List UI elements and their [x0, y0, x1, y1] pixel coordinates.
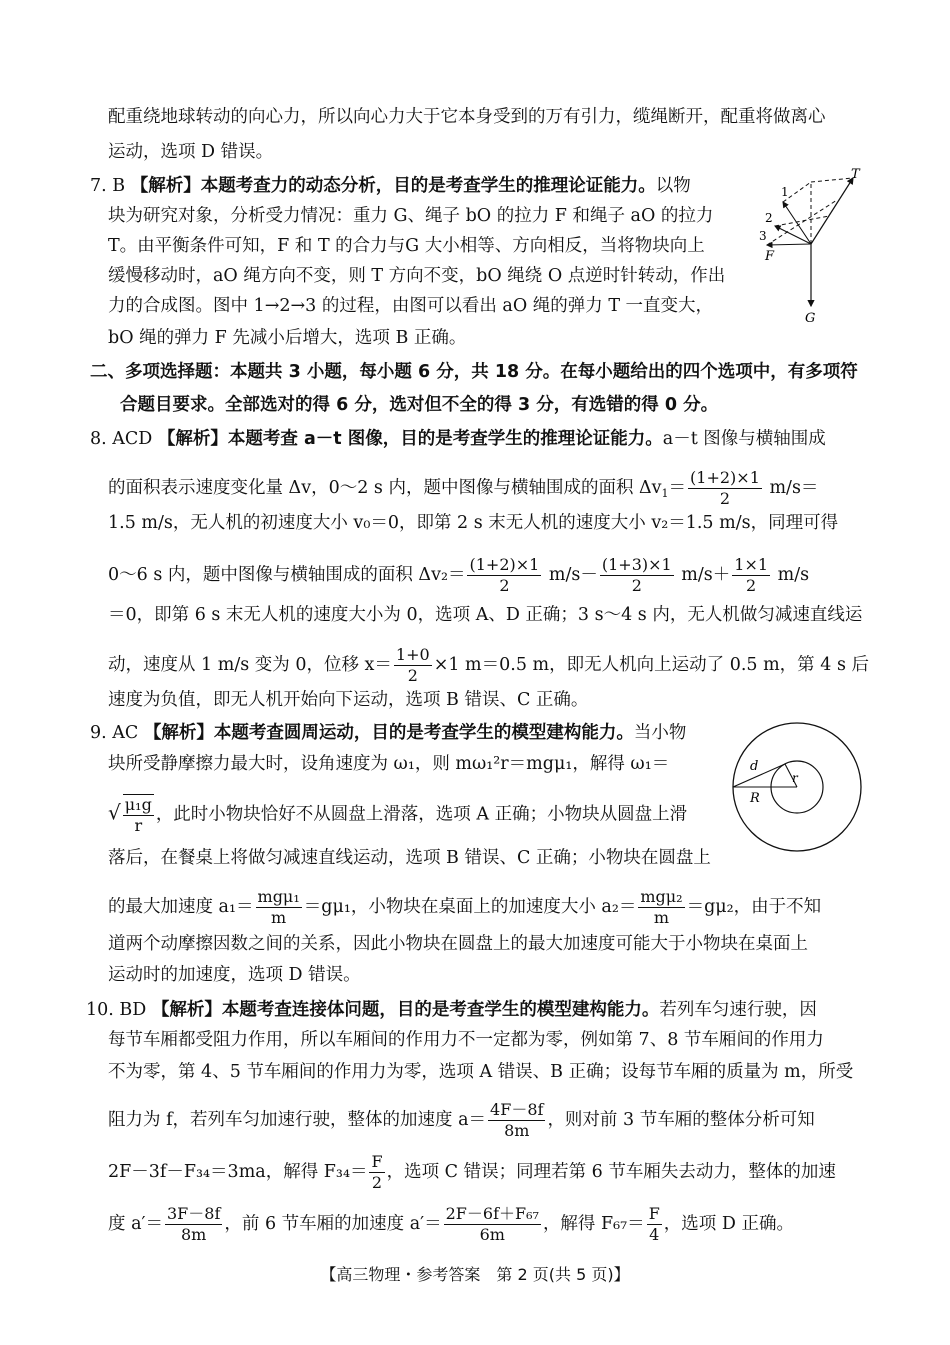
q9-line2: 块所受静摩擦力最大时，设角速度为 ω₁，则 mω₁²r＝mgμ₁，解得 ω₁＝	[108, 754, 670, 774]
label-R: R	[750, 791, 760, 806]
label-2: 2	[765, 211, 773, 225]
fraction: $\frac{(1+2)\times 1}{2}$	[469, 555, 540, 595]
fraction: $\frac{F}{2}$	[371, 1152, 383, 1192]
fraction: $\frac{1+0}{2}$	[395, 645, 430, 685]
q7-line2: 块为研究对象，分析受力情况：重力 G、绳子 bO 的拉力 F 和绳子 aO 的拉力	[108, 206, 714, 226]
q9-line3: √ $\frac{\text{μ₁g}}{r}$ ，此时小物块恰好不从圆盘上滑落，选项 A 正确；小物块从圆盘上滑	[108, 795, 688, 835]
force-F3-vector	[767, 244, 811, 245]
q10-line2: 每节车厢都受阻力作用，所以车厢间的作用力不一定都为零，例如第 7、8 节车厢间的作用力	[108, 1030, 824, 1050]
q10-number: 10. BD	[86, 1000, 147, 1020]
q7-line1	[90, 174, 691, 198]
page-footer: 【高三物理・参考答案 第 2 页(共 5 页)】	[320, 1265, 630, 1284]
q9-tag: 【解析】本题考查圆周运动，目的是考查学生的模型建构能力。	[143, 723, 634, 743]
label-3: 3	[759, 229, 767, 243]
fraction: $\frac{\text{mgμ₁}}{m}$	[257, 887, 300, 927]
q10-line3: 不为零，第 4、5 节车厢间的作用力为零，选项 A 错误、B 正确；设每节车厢的质量为 m，所受	[108, 1062, 854, 1082]
q10-line1-tail: 若列车匀速行驶，因	[659, 1000, 817, 1020]
force-T-vector	[811, 178, 853, 244]
q8-tag: 【解析】本题考查 a－t 图像，目的是考查学生的推理论证能力。	[157, 429, 663, 449]
q7-line6: bO 绳的弹力 F 先减小后增大，选项 B 正确。	[108, 328, 467, 348]
fraction: $\frac{F}{4}$	[648, 1204, 660, 1244]
label-r: r	[792, 771, 798, 785]
fraction: $\frac{\text{2F－6f＋F₆₇}}{6m}$	[445, 1204, 539, 1244]
q8-line7: 速度为负值，即无人机开始向下运动，选项 B 错误、C 正确。	[108, 690, 589, 710]
q9-line1	[90, 721, 686, 745]
fraction: $\frac{(1+2)\times 1}{2}$	[690, 468, 760, 508]
q8-line3: 1.5 m/s，无人机的初速度大小 v₀＝0，即第 2 s 末无人机的速度大小 v₂＝1.5 m/s，同理可得	[108, 513, 839, 533]
q9-line7: 运动时的加速度，选项 D 错误。	[108, 965, 361, 985]
force-F1-vector	[783, 202, 811, 244]
label-d: d	[750, 759, 759, 774]
fraction: $\frac{4F-8f}{8m}$	[490, 1100, 544, 1140]
fraction: $\frac{3F-8f}{8m}$	[166, 1204, 221, 1244]
label-T: T	[851, 167, 860, 182]
sqrt-fraction: $\frac{\text{μ₁g}}{r}$	[124, 795, 152, 835]
q9-number: 9. AC	[90, 723, 139, 743]
q8-line6: 动，速度从 1 m/s 变为 0，位移 x＝ $\frac{1+0}{2}$ ×1 m＝0.5 m，即无人机向上运动了 0.5 m，第 4 s 后	[108, 645, 869, 685]
fraction: $\frac{\text{mgμ₂}}{m}$	[640, 887, 683, 927]
q7-force-diagram	[745, 166, 870, 326]
q10-tag: 【解析】本题考查连接体问题，目的是考查学生的模型建构能力。	[151, 1000, 660, 1020]
q10-line1	[86, 998, 817, 1022]
q6-cont-line1: 配重绕地球转动的向心力，所以向心力大于它本身受到的万有引力，缆绳断开，配重将做离心	[108, 107, 826, 127]
q10-line6: 度 a′＝ $\frac{3F-8f}{8m}$ ，前 6 节车厢的加速度 a′＝ $\frac{\text{2F－6f＋F₆₇}}{6m}$ ，解得 F₆₇＝ $\frac{F}{4}$ ，选项 D 正确。	[108, 1204, 794, 1244]
q8-line5: ＝0，即第 6 s 末无人机的速度大小为 0，选项 A、D 正确；3 s～4 s 内，无人机做匀减速直线运	[108, 605, 863, 625]
q8-line2: 的面积表示速度变化量 Δv，0～2 s 内，题中图像与横轴围成的面积 $\Delta v_1=$ $\frac{(1+2)\times 1}{2}$ m/s＝	[108, 468, 819, 508]
distance-d-line	[733, 764, 785, 787]
q7-line1-tail: 以物	[655, 176, 691, 196]
q8-line4: 0～6 s 内，题中图像与横轴围成的面积 Δv₂＝ $\frac{(1+2)\times 1}{2}$ m/s－ $\frac{(1+3)\times 1}{2}$ m/s＋ $\frac{1\times 1}{2}$ m/s	[108, 555, 810, 595]
q9-line6: 道两个动摩擦因数之间的关系，因此小物块在圆盘上的最大加速度可能大于小物块在桌面上	[108, 934, 808, 954]
q9-line4: 落后，在餐桌上将做匀减速直线运动，选项 B 错误、C 正确；小物块在圆盘上	[108, 848, 711, 868]
q8-line1	[90, 427, 826, 451]
q7-line3: T。由平衡条件可知，F 和 T 的合力与G 大小相等、方向相反，当将物块向上	[108, 236, 705, 256]
q10-line5: 2F－3f－F₃₄＝3ma，解得 F₃₄＝ $\frac{F}{2}$ ，选项 C 错误；同理若第 6 节车厢失去动力，整体的加速	[108, 1152, 836, 1192]
dashed-line-4	[811, 178, 853, 182]
section2-heading-line2: 合题目要求。全部选对的得 6 分，选对但不全的得 3 分，有选错的得 0 分。	[120, 395, 719, 415]
q8-number: 8. ACD	[90, 429, 153, 449]
fraction: $\frac{1\times 1}{2}$	[734, 555, 769, 595]
label-1: 1	[781, 185, 789, 199]
dashed-line-2	[775, 216, 829, 226]
q7-line5: 力的合成图。图中 1→2→3 的过程，由图可以看出 aO 绳的弹力 T 一直变大，	[108, 296, 714, 316]
q7-number: 7. B	[90, 176, 126, 196]
q10-line4: 阻力为 f，若列车匀加速行驶，整体的加速度 a＝ $\frac{4F-8f}{8m}$ ，则对前 3 节车厢的整体分析可知	[108, 1100, 815, 1140]
fraction: $\frac{(1+3)\times 1}{2}$	[601, 555, 672, 595]
label-G: G	[805, 311, 816, 326]
q7-line4: 缓慢移动时，aO 绳方向不变，则 T 方向不变，bO 绳绕 O 点逆时针转动，作出	[108, 266, 726, 286]
label-F: F	[765, 249, 775, 264]
dashed-line-3	[767, 200, 837, 245]
q7-tag: 【解析】本题考查力的动态分析，目的是考查学生的推理论证能力。	[130, 176, 656, 196]
q9-line5: 的最大加速度 a₁＝ $\frac{\text{mgμ₁}}{m}$ ＝gμ₁，小物块在桌面上的加速度大小 a₂＝ $\frac{\text{mgμ₂}}{m}$ ＝gμ₂，由于不知	[108, 887, 822, 927]
q6-cont-line2: 运动，选项 D 错误。	[108, 142, 274, 162]
sqrt-sign: √	[108, 800, 121, 825]
q9-line1-tail: 当小物	[633, 723, 687, 743]
section2-heading-line1: 二、多项选择题：本题共 3 小题，每小题 6 分，共 18 分。在每小题给出的四个选项中，有多项符	[90, 362, 858, 382]
q8-line1-tail: a－t 图像与横轴围成	[662, 429, 826, 449]
q9-disc-diagram	[730, 720, 865, 855]
